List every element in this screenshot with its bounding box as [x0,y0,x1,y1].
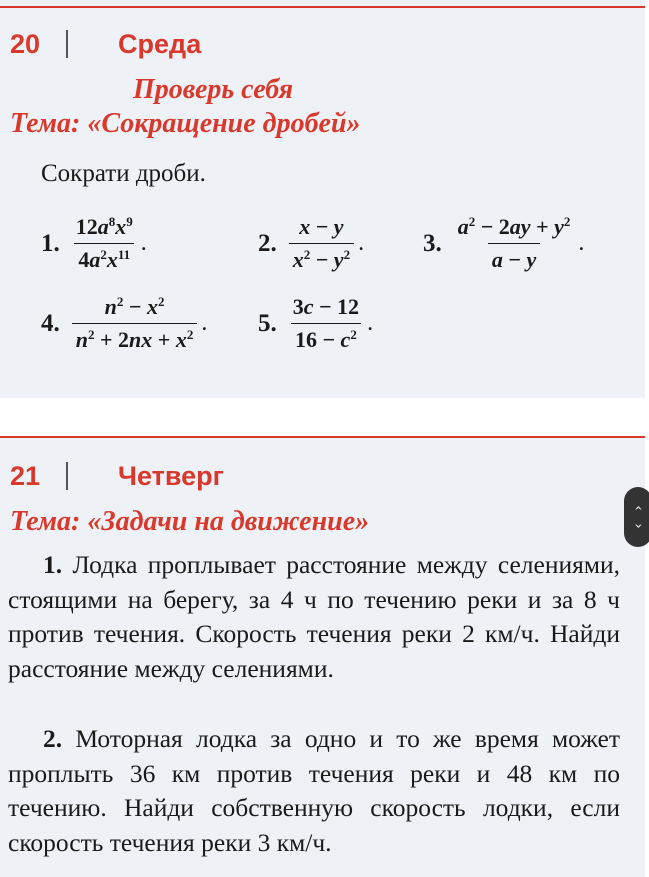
task-number: 2. [258,229,277,257]
fraction-task-2: 2. $\frac{x - y}{x^2 - y^2}$ . [258,214,365,272]
section-21-card [0,436,645,877]
fraction-2: $\frac{x - y}{x^2 - y^2}$ [289,214,354,273]
fraction-task-4: 4. $\frac{n^2 - x^2}{n^2 + 2nx + x^2}$ . [41,294,208,352]
header-separator [66,30,68,58]
problem-text: Лодка проплывает расстояние между селениями, стоящими на берегу, за 4 ч по течению реки и за 8 ч против течения. Скорость течения реки 2 км/ч. Найди расстояние между селениями. [8,550,620,683]
problem-number: 2. [43,724,63,753]
section-20-card [0,0,645,398]
section-number: 21 [10,460,41,491]
section-divider [0,436,645,438]
day-title: Четверг [118,460,224,491]
instruction: Сократи дроби. [41,160,206,187]
fraction-task-1: 1. $\frac{12a^8x^9}{4a^2x^{11}}$ . [41,214,147,272]
task-number: 3. [423,229,442,257]
scroll-control[interactable] [624,487,649,547]
fraction-task-5: 5. $\frac{3c - 12}{16 - c^2}$ . [258,294,374,352]
task-number: 1. [41,229,60,257]
scroll-down-icon[interactable]: › [630,523,646,529]
fraction-4: $\frac{n^2 - x^2}{n^2 + 2nx + x^2}$ [72,294,198,353]
fraction-5: $\frac{3c - 12}{16 - c^2}$ [292,294,360,352]
section-number: 20 [10,28,41,59]
section-divider [0,6,645,8]
scroll-up-icon[interactable]: ‹ [630,505,646,511]
header-separator [66,462,68,490]
subtitle: Проверь себя [133,74,293,105]
day-title: Среда [118,28,202,59]
problem-number: 1. [43,550,63,579]
problem-1 [8,548,620,686]
fraction-1: $\frac{12a^8x^9}{4a^2x^{11}}$ [75,214,133,272]
section-header [10,456,224,496]
problem-text: Моторная лодка за одно и то же время может проплыть 36 км против течения реки и 48 км по течению. Найди собственную скорость лодки, если скорость течения реки 3 км/ч. [8,724,620,857]
task-number: 5. [258,309,277,337]
topic-title: Тема: «Сокращение дробей» [10,108,361,139]
fraction-3: $\frac{a^2 - 2ay + y^2}{a - y}$ [457,214,571,272]
fraction-task-3: 3. $\frac{a^2 - 2ay + y^2}{a - y}$ . [423,214,585,272]
problem-2 [8,722,620,860]
section-header [10,24,201,64]
task-number: 4. [41,309,60,337]
topic-title: Тема: «Задачи на движение» [10,506,370,537]
